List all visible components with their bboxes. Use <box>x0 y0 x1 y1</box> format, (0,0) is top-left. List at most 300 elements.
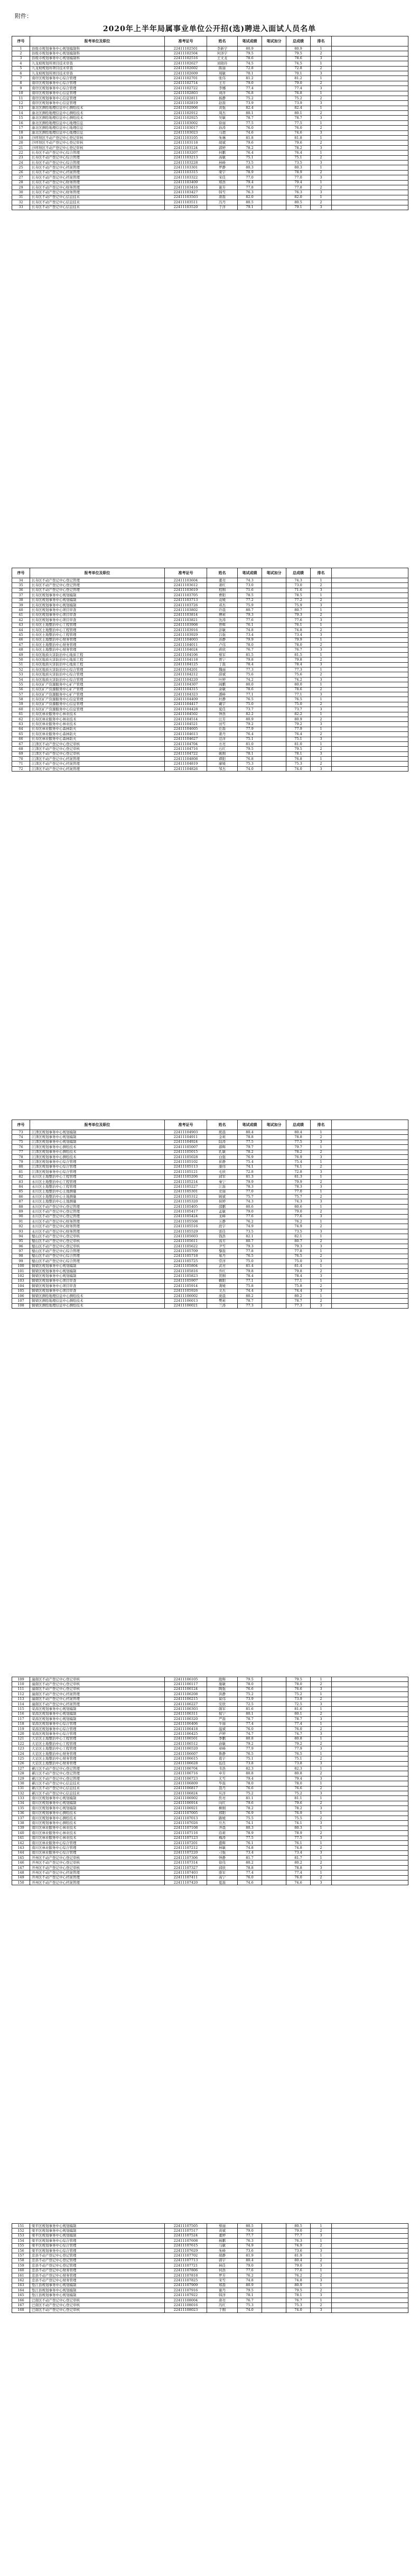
row-unit: 长寿区不动产登记中心档案管理 <box>30 170 165 175</box>
row-unit: 县级市规划事务中心规划编制科 <box>30 51 165 56</box>
row-bonus-score <box>262 1850 286 1855</box>
row-name: 向红 <box>207 1801 238 1806</box>
row-unit: 永川区不动产登记中心财务管理 <box>30 1219 165 1224</box>
row-rank: 3 <box>311 190 332 195</box>
row-rank: 2 <box>311 96 332 100</box>
row-seq: 140 <box>12 1831 30 1836</box>
row-rank: 2 <box>311 1299 332 1303</box>
row-name: 陶强 <box>207 1687 238 1691</box>
row-written-score: 77.2 <box>238 598 262 603</box>
table-row <box>12 1875 408 1880</box>
row-bonus-score <box>262 1195 286 1199</box>
row-exam-id: 22411106002 <box>165 1293 207 1298</box>
row-written-score: 80.9 <box>238 2283 262 2288</box>
row-unit: 忠县不动产登记中心财务管理 <box>30 2273 165 2278</box>
row-unit: 綦江区不动产登记中心登记管理 <box>30 1766 165 1771</box>
row-written-score: 73.7 <box>238 707 262 712</box>
table-row <box>12 647 408 652</box>
row-name: 王文龙 <box>207 56 238 61</box>
row-total-score: 82.1 <box>286 1234 311 1239</box>
row-rank: 1 <box>311 1249 332 1254</box>
row-exam-id: 22411106520 <box>165 1746 207 1751</box>
row-seq: 148 <box>12 1870 30 1875</box>
row-bonus-score <box>262 1244 286 1248</box>
row-seq: 144 <box>12 1850 30 1855</box>
row-unit: 渝北区测绘地理信息中心地理信息 <box>30 130 165 135</box>
row-unit: 长寿区矿产资源服务中心信息管理 <box>30 697 165 702</box>
row-unit: 璧山区不动产登记中心综合管理 <box>30 1249 165 1254</box>
row-exam-id: 22411108016 <box>165 2303 207 2308</box>
row-name: 白强 <box>207 1154 238 1159</box>
row-total-score: 75.3 <box>286 2303 311 2308</box>
row-name: 唐亮 <box>207 2298 238 2302</box>
row-unit: 潼南区不动产登记中心档案管理 <box>30 1701 165 1706</box>
row-exam-id: 22411108023 <box>165 2308 207 2312</box>
row-total-score: 79.7 <box>286 1145 311 1150</box>
row-name: 龙峰 <box>207 1214 238 1219</box>
row-written-score: 79.5 <box>238 1677 262 1682</box>
row-blank-cell <box>332 717 408 721</box>
row-written-score: 78.1 <box>238 751 262 756</box>
row-bonus-score <box>262 126 286 130</box>
row-bonus-score <box>262 1289 286 1293</box>
row-total-score: 70.1 <box>286 71 311 76</box>
table-row <box>12 627 408 632</box>
column-header-blank <box>332 568 408 578</box>
row-blank-cell <box>332 751 408 756</box>
row-rank: 2 <box>311 51 332 56</box>
row-rank: 3 <box>311 1746 332 1751</box>
row-seq: 68 <box>12 747 30 751</box>
row-blank-cell <box>332 652 408 657</box>
row-exam-id: 22411104605 <box>165 727 207 731</box>
row-unit: 长寿区林业服务中心森林防火 <box>30 732 165 737</box>
row-blank-cell <box>332 86 408 91</box>
row-total-score: 74.8 <box>286 627 311 632</box>
row-unit: 长寿区林业服务中心林业技术 <box>30 717 165 721</box>
row-total-score: 79.2 <box>286 722 311 727</box>
row-blank-cell <box>332 1145 408 1150</box>
row-name: 聂丹 <box>207 1786 238 1791</box>
table-row <box>12 613 408 617</box>
row-name: 董婷 <box>207 2233 238 2238</box>
row-name: 郭婷 <box>207 145 238 150</box>
row-blank-cell <box>332 200 408 205</box>
row-blank-cell <box>332 1831 408 1836</box>
row-blank-cell <box>332 1160 408 1164</box>
row-unit: 潼南区不动产登记中心档案管理 <box>30 1697 165 1701</box>
row-name: 俞敏 <box>207 1742 238 1746</box>
row-seq: 86 <box>12 1195 30 1199</box>
row-total-score: 77.8 <box>286 1249 311 1254</box>
row-name: 谭阳 <box>207 757 238 761</box>
row-name: 丛洋 <box>207 1791 238 1795</box>
row-written-score: 79.6 <box>238 140 262 145</box>
row-seq: 133 <box>12 1796 30 1801</box>
row-total-score: 78.7 <box>286 1299 311 1303</box>
row-total-score: 73.5 <box>286 1229 311 1234</box>
row-total-score: 79.6 <box>286 140 311 145</box>
row-unit: 大足区土地整治中心财务管理 <box>30 1756 165 1761</box>
table-row <box>12 1170 408 1174</box>
row-exam-id: 22411103705 <box>165 593 207 598</box>
row-total-score: 77.9 <box>286 727 311 731</box>
row-blank-cell <box>332 81 408 86</box>
row-blank-cell <box>332 2253 408 2258</box>
row-exam-id: 22411107825 <box>165 2278 207 2283</box>
row-seq: 143 <box>12 1846 30 1850</box>
row-exam-id: 22411106615 <box>165 1756 207 1761</box>
row-exam-id: 22411105007 <box>165 1145 207 1150</box>
table-row <box>12 120 408 125</box>
row-name: 林敏 <box>207 1846 238 1850</box>
table-row <box>12 1766 408 1771</box>
row-bonus-score <box>262 1865 286 1870</box>
table-row <box>12 2293 408 2298</box>
row-exam-id: 22411104514 <box>165 717 207 721</box>
row-blank-cell <box>332 662 408 667</box>
row-exam-id: 22411102627 <box>165 61 207 66</box>
row-bonus-score <box>262 751 286 756</box>
row-name: 邹杰 <box>207 766 238 771</box>
row-exam-id: 22411102906 <box>165 106 207 110</box>
row-name: 尤雪 <box>207 1776 238 1781</box>
row-total-score: 81.4 <box>286 1264 311 1268</box>
row-bonus-score <box>262 1189 286 1194</box>
row-blank-cell <box>332 1244 408 1248</box>
row-exam-id: 22411107116 <box>165 1831 207 1836</box>
row-exam-id: 22411102803 <box>165 91 207 96</box>
row-bonus-score <box>262 1712 286 1716</box>
row-blank-cell <box>332 1293 408 1298</box>
row-rank: 2 <box>311 1284 332 1289</box>
row-bonus-score <box>262 76 286 81</box>
row-bonus-score <box>262 627 286 632</box>
row-total-score: 73.4 <box>286 1850 311 1855</box>
row-written-score: 75.0 <box>238 1259 262 1264</box>
row-total-score: 80.8 <box>286 1771 311 1776</box>
row-name: 毕磊 <box>207 1781 238 1786</box>
row-rank: 3 <box>311 618 332 623</box>
row-exam-id: 22411105417 <box>165 1209 207 1214</box>
row-unit: 开州区不动产登记中心档案管理 <box>30 1881 165 1885</box>
row-name: 梁宇 <box>207 170 238 175</box>
row-bonus-score <box>262 2273 286 2278</box>
row-unit: 长寿区林业服务中心林业技术 <box>30 722 165 727</box>
row-written-score: 77.0 <box>238 1189 262 1194</box>
row-bonus-score <box>262 737 286 741</box>
row-unit: 綦江区不动产登记中心信息技术 <box>30 1781 165 1786</box>
row-unit: 长寿区不动产登记中心财务管理 <box>30 185 165 190</box>
row-total-score: 80.9 <box>286 46 311 51</box>
row-rank: 2 <box>311 1726 332 1731</box>
row-bonus-score <box>262 747 286 751</box>
row-blank-cell <box>332 1856 408 1860</box>
row-rank: 2 <box>311 111 332 116</box>
row-seq: 17 <box>12 126 30 130</box>
row-blank-cell <box>332 2308 408 2312</box>
row-exam-id: 22411102722 <box>165 86 207 91</box>
row-rank: 1 <box>311 667 332 672</box>
row-exam-id: 22411103929 <box>165 633 207 637</box>
table-row <box>12 2263 408 2268</box>
row-rank: 2 <box>311 1209 332 1214</box>
row-bonus-score <box>262 1299 286 1303</box>
row-seq: 134 <box>12 1801 30 1806</box>
table-row <box>12 1742 408 1746</box>
row-written-score: 82.2 <box>238 712 262 717</box>
table-row <box>12 2233 408 2238</box>
row-seq: 168 <box>12 2308 30 2312</box>
row-seq: 84 <box>12 1184 30 1189</box>
row-seq: 146 <box>12 1860 30 1865</box>
row-bonus-score <box>262 1234 286 1239</box>
table-row <box>12 766 408 771</box>
row-unit: 南川区规划事务中心规划编制 <box>30 1796 165 1801</box>
row-written-score: 79.8 <box>238 657 262 662</box>
row-seq: 43 <box>12 623 30 627</box>
row-bonus-score <box>262 136 286 140</box>
row-total-score: 77.1 <box>286 692 311 697</box>
row-seq: 57 <box>12 692 30 697</box>
row-bonus-score <box>262 1164 286 1169</box>
row-bonus-score <box>262 1303 286 1308</box>
row-total-score: 76.5 <box>286 1751 311 1756</box>
row-blank-cell <box>332 1239 408 1244</box>
row-bonus-score <box>262 1150 286 1154</box>
row-seq: 138 <box>12 1821 30 1826</box>
row-name: 余敏 <box>207 687 238 692</box>
row-written-score: 76.8 <box>238 757 262 761</box>
row-blank-cell <box>332 1229 408 1234</box>
table-row <box>12 608 408 613</box>
row-name: 刁强 <box>207 1850 238 1855</box>
row-unit: 铜梁区规划事务中心项目审查 <box>30 1278 165 1283</box>
row-exam-id: 22411107212 <box>165 1846 207 1850</box>
row-written-score: 80.9 <box>238 717 262 721</box>
row-name: 阎鹏 <box>207 682 238 687</box>
table-row <box>12 1831 408 1836</box>
row-exam-id: 22411105816 <box>165 1268 207 1273</box>
row-unit: 长寿区林业服务中心森林防火 <box>30 727 165 731</box>
row-blank-cell <box>332 1259 408 1264</box>
row-seq: 22 <box>12 151 30 155</box>
row-total-score: 76.3 <box>286 190 311 195</box>
row-bonus-score <box>262 1881 286 1885</box>
row-total-score: 78.6 <box>286 56 311 61</box>
row-bonus-score <box>262 1170 286 1174</box>
row-rank: 1 <box>311 1751 332 1756</box>
row-rank: 3 <box>311 2278 332 2283</box>
row-name: 钟静 <box>207 1856 238 1860</box>
row-rank: 2 <box>311 1816 332 1820</box>
column-header: 准考证号 <box>165 36 207 46</box>
table-row <box>12 1199 408 1204</box>
row-exam-id: 22411104011 <box>165 643 207 647</box>
row-unit: 铜梁区规划事务中心项目审查 <box>30 1289 165 1293</box>
row-exam-id: 22411105709 <box>165 1249 207 1254</box>
row-seq: 125 <box>12 1756 30 1761</box>
row-seq: 132 <box>12 1791 30 1795</box>
row-rank: 3 <box>311 1274 332 1278</box>
row-name: 林峰 <box>207 160 238 165</box>
table-row <box>12 66 408 71</box>
table-row <box>12 1239 408 1244</box>
row-seq: 120 <box>12 1732 30 1736</box>
row-total-score: 78.2 <box>286 1150 311 1154</box>
row-name: 魏丽 <box>207 667 238 672</box>
row-name: 胡静 <box>207 2253 238 2258</box>
row-exam-id: 22411107517 <box>165 2229 207 2233</box>
row-bonus-score <box>262 677 286 682</box>
row-blank-cell <box>332 120 408 125</box>
row-name: 侯婷 <box>207 1199 238 1204</box>
row-seq: 42 <box>12 618 30 623</box>
row-name: 廖媛 <box>207 761 238 766</box>
row-total-score: 80.3 <box>286 165 311 170</box>
row-rank: 3 <box>311 1881 332 1885</box>
row-exam-id: 22411104118 <box>165 657 207 662</box>
table-row <box>12 697 408 702</box>
table-row <box>12 1179 408 1184</box>
row-name: 易丹 <box>207 1254 238 1258</box>
row-exam-id: 22411103315 <box>165 170 207 175</box>
row-rank: 2 <box>311 1786 332 1791</box>
row-exam-id: 22411106320 <box>165 1717 207 1722</box>
row-exam-id: 22411105718 <box>165 1254 207 1258</box>
row-unit: 江津区规划事务中心测绘技术 <box>30 1145 165 1150</box>
table-row <box>12 1865 408 1870</box>
row-bonus-score <box>262 1742 286 1746</box>
row-rank: 3 <box>311 1289 332 1293</box>
row-blank-cell <box>332 1850 408 1855</box>
row-rank: 1 <box>311 1677 332 1682</box>
row-exam-id: 22411104428 <box>165 707 207 712</box>
row-exam-id: 22411104613 <box>165 732 207 737</box>
row-written-score: 79.2 <box>238 1742 262 1746</box>
row-rank: 1 <box>311 61 332 66</box>
row-blank-cell <box>332 1164 408 1169</box>
row-exam-id: 22411106425 <box>165 1732 207 1736</box>
row-exam-id: 22411104911 <box>165 1135 207 1140</box>
table-row <box>12 1259 408 1264</box>
row-total-score: 74.5 <box>286 61 311 66</box>
row-seq: 48 <box>12 647 30 652</box>
column-header: 笔试加分 <box>262 1120 286 1130</box>
row-blank-cell <box>332 1766 408 1771</box>
row-unit: 铜梁区规划事务中心规划编制 <box>30 1264 165 1268</box>
row-bonus-score <box>262 2308 286 2312</box>
table-row <box>12 155 408 160</box>
row-written-score: 76.7 <box>238 647 262 652</box>
row-written-score: 81.9 <box>238 2253 262 2258</box>
row-unit: 永川区土地整治中心工程管理 <box>30 1179 165 1184</box>
row-blank-cell <box>332 1821 408 1826</box>
row-rank: 1 <box>311 1219 332 1224</box>
row-bonus-score <box>262 1776 286 1781</box>
row-bonus-score <box>262 667 286 672</box>
row-unit: 沙坪坝区不动产登记中心登记审核 <box>30 140 165 145</box>
row-seq: 63 <box>12 722 30 727</box>
row-name: 朱琳 <box>207 136 238 140</box>
row-exam-id: 22411104502 <box>165 712 207 717</box>
table-row <box>12 1249 408 1254</box>
row-blank-cell <box>332 697 408 702</box>
row-seq: 118 <box>12 1722 30 1726</box>
row-total-score: 76.1 <box>286 1840 311 1845</box>
row-name: 章峰 <box>207 1746 238 1751</box>
row-name: 宋佳 <box>207 175 238 180</box>
row-seq: 9 <box>12 86 30 91</box>
table-row <box>12 1293 408 1298</box>
row-blank-cell <box>332 2239 408 2243</box>
table-row <box>12 677 408 682</box>
row-name: 安欣 <box>207 1701 238 1706</box>
row-blank-cell <box>332 130 408 135</box>
column-header: 笔试成绩 <box>238 568 262 578</box>
table-row <box>12 692 408 697</box>
row-name: 戴宇 <box>207 702 238 707</box>
row-blank-cell <box>332 702 408 707</box>
row-written-score: 74.6 <box>238 130 262 135</box>
row-bonus-score <box>262 1840 286 1845</box>
row-unit: 开州区不动产登记中心登记审核 <box>30 1865 165 1870</box>
table-row <box>12 1264 408 1268</box>
row-name: 方亮 <box>207 741 238 746</box>
row-unit: 垫江县规划事务中心规划编制 <box>30 2288 165 2293</box>
row-exam-id: 22411103821 <box>165 618 207 623</box>
row-rank: 1 <box>311 165 332 170</box>
row-bonus-score <box>262 643 286 647</box>
table-row <box>12 672 408 677</box>
table-row <box>12 588 408 593</box>
row-rank: 2 <box>311 717 332 721</box>
row-seq: 50 <box>12 657 30 662</box>
row-unit: 南川区林业服务中心综合管理 <box>30 1850 165 1855</box>
row-exam-id: 22411104003 <box>165 637 207 642</box>
row-blank-cell <box>332 136 408 140</box>
row-blank-cell <box>332 140 408 145</box>
row-unit: 永川区土地整治中心工程管理 <box>30 1184 165 1189</box>
row-seq: 56 <box>12 687 30 692</box>
table-row <box>12 195 408 200</box>
row-exam-id: 22411107306 <box>165 1856 207 1860</box>
table-row <box>12 1796 408 1801</box>
row-rank: 1 <box>311 682 332 687</box>
row-unit: 永川区不动产登记中心财务管理 <box>30 1224 165 1229</box>
row-bonus-score <box>262 1154 286 1159</box>
row-rank: 3 <box>311 145 332 150</box>
row-name: 邵鹏 <box>207 1204 238 1209</box>
row-seq: 75 <box>12 1140 30 1144</box>
row-bonus-score <box>262 160 286 165</box>
row-seq: 19 <box>12 136 30 140</box>
row-written-score: 77.5 <box>238 1140 262 1144</box>
row-unit: 长寿区林业服务中心林业技术 <box>30 712 165 717</box>
row-unit: 长寿区规划事务中心规划编制 <box>30 603 165 607</box>
row-exam-id: 22411106105 <box>165 1677 207 1682</box>
row-blank-cell <box>332 707 408 712</box>
row-seq: 29 <box>12 185 30 190</box>
row-rank: 3 <box>311 205 332 210</box>
row-exam-id: 22411104220 <box>165 677 207 682</box>
row-exam-id: 22411104315 <box>165 687 207 692</box>
table-row <box>12 1682 408 1687</box>
row-exam-id: 22411104212 <box>165 672 207 677</box>
row-written-score: 79.8 <box>238 1268 262 1273</box>
row-exam-id: 22411106704 <box>165 1766 207 1771</box>
row-seq: 31 <box>12 195 30 200</box>
